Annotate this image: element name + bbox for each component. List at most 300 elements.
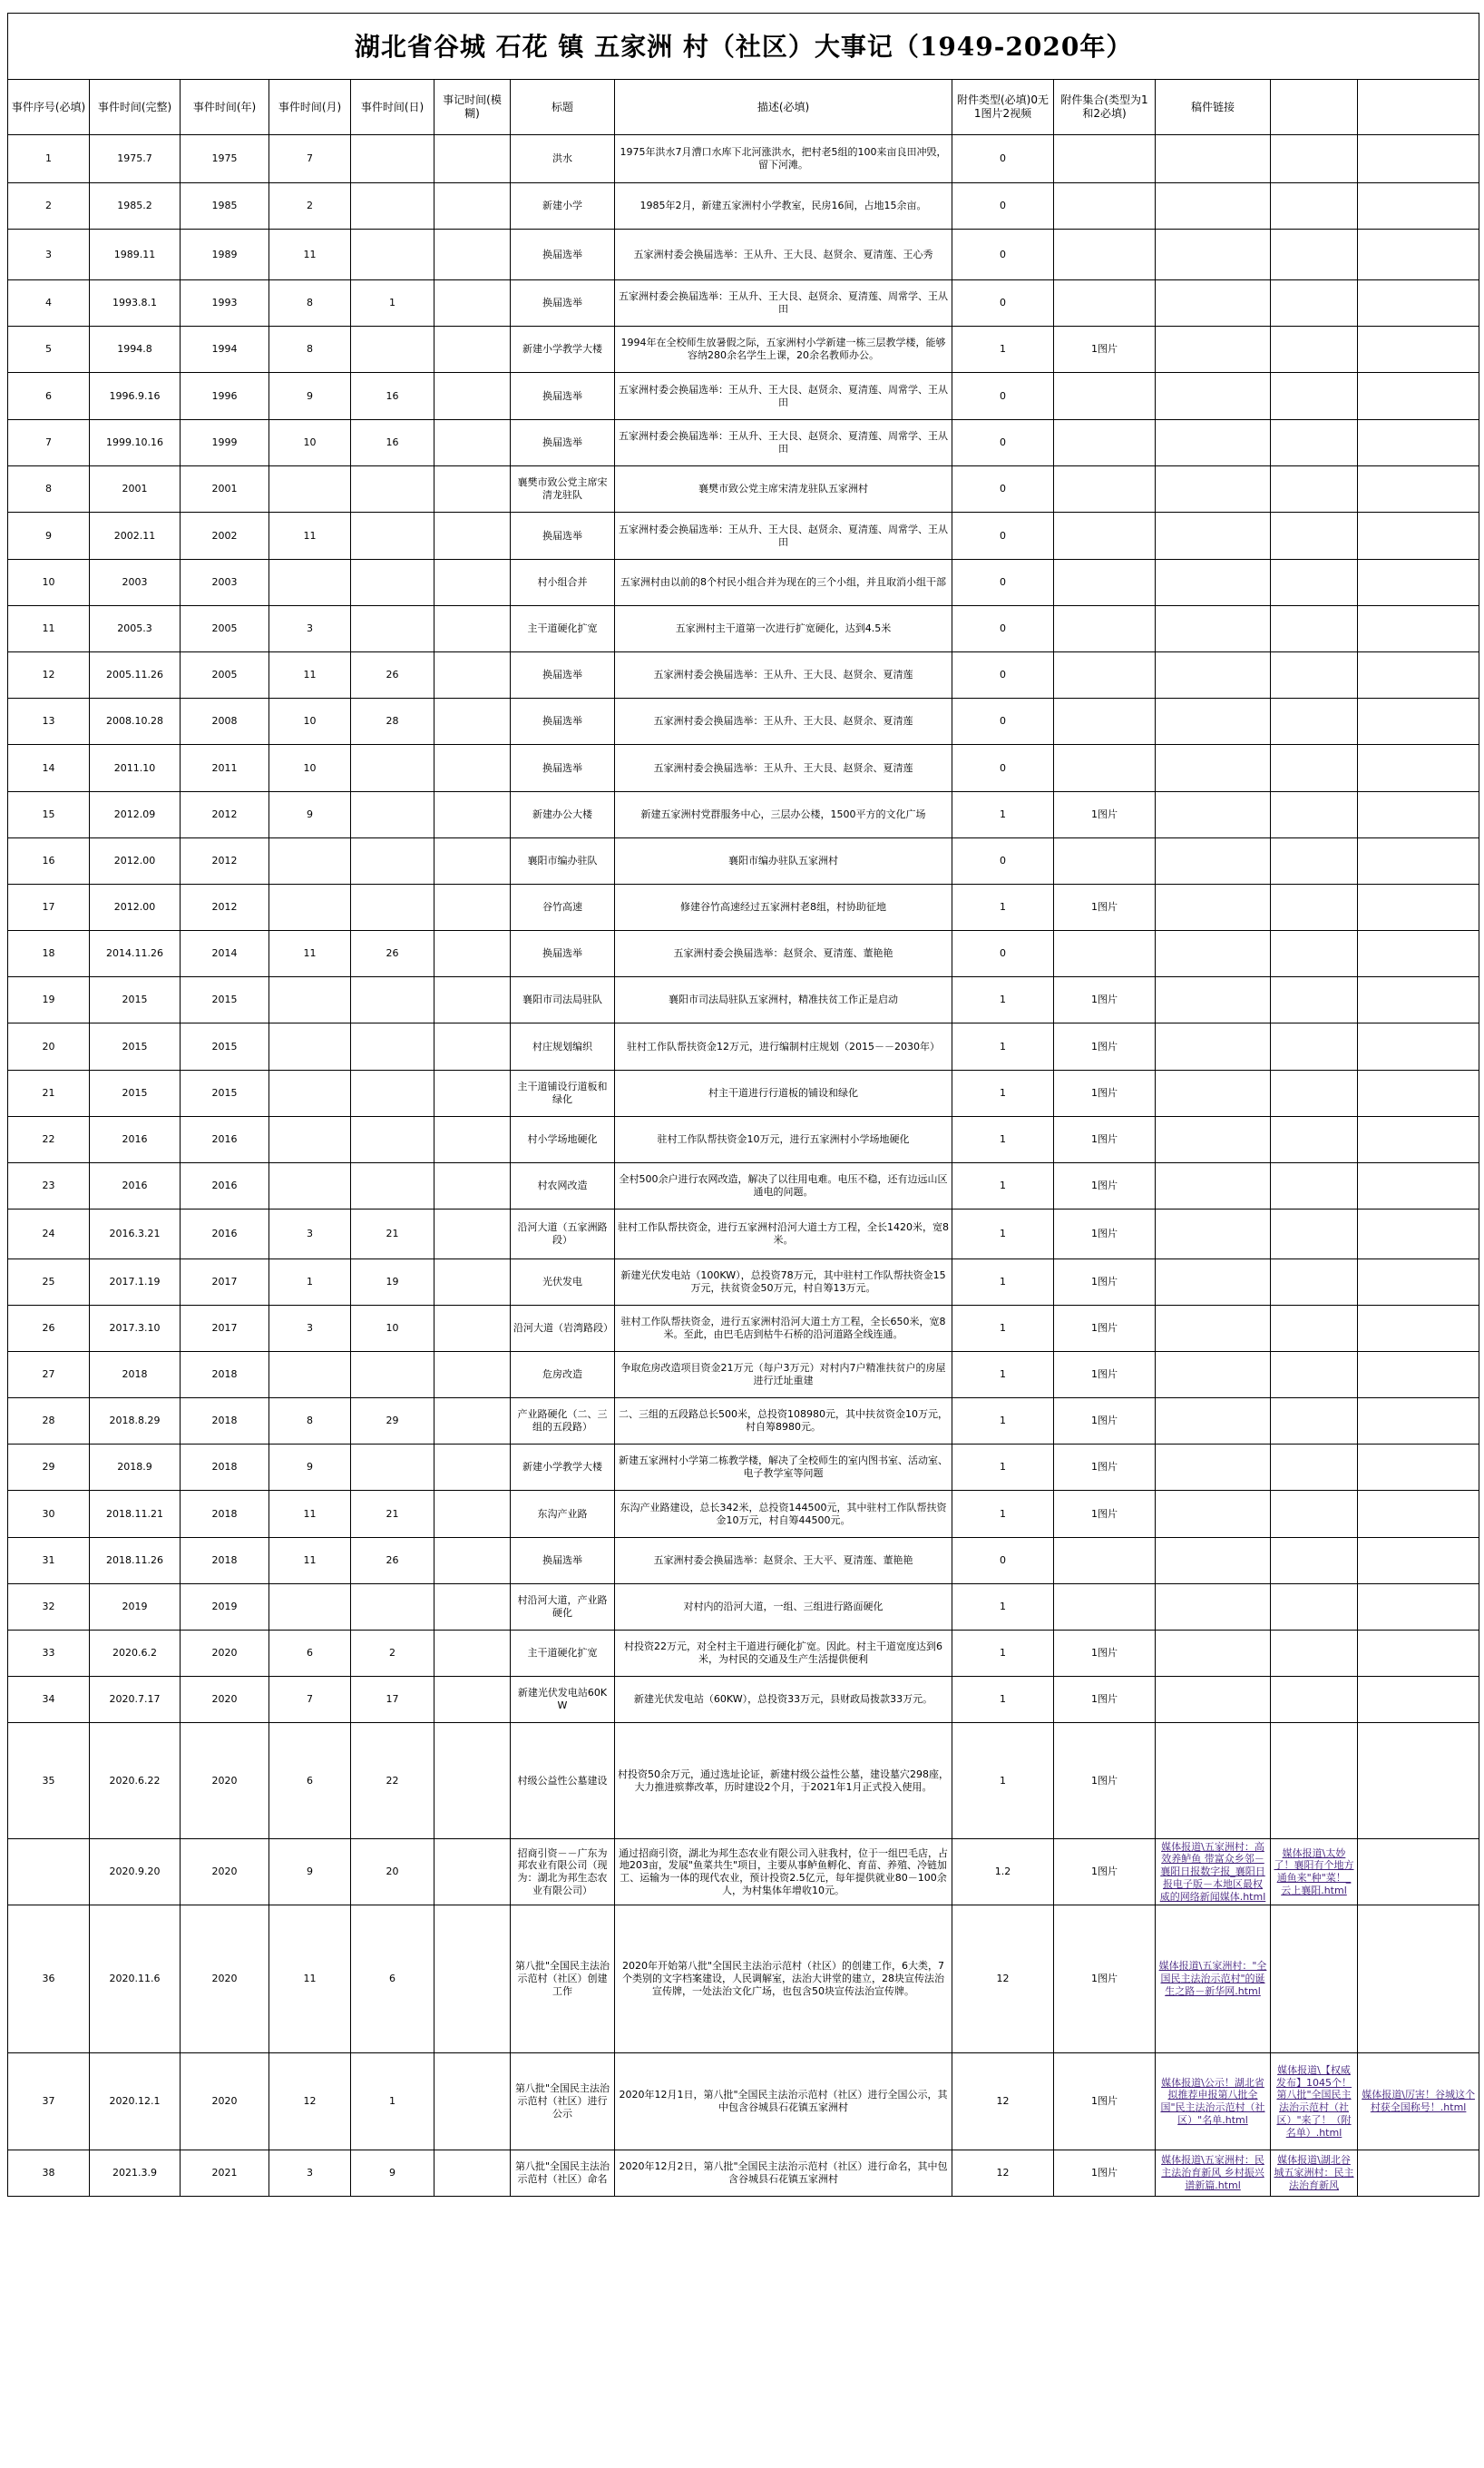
article-link-cell: [1271, 1631, 1358, 1677]
event-date-cell: 2018: [90, 1352, 181, 1398]
event-date-cell: 2020.6.2: [90, 1631, 181, 1677]
event-desc-cell: 五家洲村委会换届选举：王从升、王大艮、赵贤余、夏清莲、周常学、王从田: [615, 513, 952, 560]
event-month-cell: 6: [269, 1631, 351, 1677]
event-desc-cell: 五家洲村委会换届选举：王从升、王大艮、赵贤余、夏清莲、周常学、王从田: [615, 280, 952, 327]
article-link-cell: [1156, 1905, 1271, 2053]
article-link-cell: [1358, 977, 1479, 1023]
article-link-cell: [1358, 135, 1479, 183]
table-row: [8, 1163, 1479, 1210]
event-desc-cell: 驻村工作队帮扶资金12万元，进行编制村庄规划（2015－－2030年）: [615, 1023, 952, 1071]
event-fuzzy-cell: [434, 1023, 511, 1071]
event-fuzzy-cell: [434, 1210, 511, 1259]
article-link-cell: [1271, 560, 1358, 606]
event-month-cell: 11: [269, 931, 351, 977]
event-no-cell: 30: [8, 1491, 90, 1538]
event-year-cell: 2005: [181, 652, 269, 699]
event-year-cell: 2016: [181, 1117, 269, 1163]
table-row: [8, 183, 1479, 230]
table-row: [8, 466, 1479, 513]
event-no-cell: 7: [8, 420, 90, 466]
table-row: [8, 1445, 1479, 1491]
article-link-cell: [1271, 183, 1358, 230]
attach-type-cell: 1: [952, 1491, 1054, 1538]
attach-set-cell: [1054, 135, 1156, 183]
event-no-cell: 6: [8, 373, 90, 420]
event-day-cell: 1: [351, 280, 434, 327]
article-link-cell: [1358, 466, 1479, 513]
event-title-cell: 产业路硬化（二、三组的五段路）: [511, 1398, 615, 1445]
table-row: [8, 699, 1479, 745]
event-year-cell: 2020: [181, 1631, 269, 1677]
event-desc-cell: 1985年2月，新建五家洲村小学教室，民房16间，占地15余亩。: [615, 183, 952, 230]
event-desc-cell: 2020年12月2日，第八批"全国民主法治示范村（社区）进行命名，其中包含谷城县石花镇五家洲村: [615, 2150, 952, 2197]
article-link-cell: [1271, 1491, 1358, 1538]
article-link-cell: [1156, 420, 1271, 466]
event-day-cell: [351, 1117, 434, 1163]
event-day-cell: 20: [351, 1839, 434, 1905]
event-day-cell: 29: [351, 1398, 434, 1445]
event-year-cell: 2017: [181, 1259, 269, 1306]
article-link-cell: [1271, 1306, 1358, 1352]
article-link-cell: [1271, 135, 1358, 183]
event-no-cell: 29: [8, 1445, 90, 1491]
column-header: 事记时间(模糊): [434, 80, 511, 135]
article-link-cell: [1271, 792, 1358, 838]
event-day-cell: 2: [351, 1631, 434, 1677]
article-link-cell: [1156, 466, 1271, 513]
event-month-cell: 10: [269, 699, 351, 745]
table-row: [8, 420, 1479, 466]
event-year-cell: 1975: [181, 135, 269, 183]
event-date-cell: 2014.11.26: [90, 931, 181, 977]
event-date-cell: 1993.8.1: [90, 280, 181, 327]
event-day-cell: [351, 1023, 434, 1071]
article-link-cell: [1156, 652, 1271, 699]
article-link-cell: [1271, 1210, 1358, 1259]
attach-set-cell: 1图片: [1054, 1023, 1156, 1071]
column-header: 描述(必填): [615, 80, 952, 135]
article-link-cell: [1156, 135, 1271, 183]
event-day-cell: [351, 1445, 434, 1491]
table-row: [8, 1491, 1479, 1538]
event-no-cell: 11: [8, 606, 90, 652]
article-link-cell: [1271, 838, 1358, 885]
event-desc-cell: 五家洲村委会换届选举：王从升、王大艮、赵贤余、夏清莲、周常学、王从田: [615, 420, 952, 466]
event-fuzzy-cell: [434, 560, 511, 606]
attach-type-cell: 0: [952, 513, 1054, 560]
event-year-cell: 2018: [181, 1398, 269, 1445]
column-header: 事件时间(年): [181, 80, 269, 135]
event-fuzzy-cell: [434, 373, 511, 420]
article-link-cell: [1271, 230, 1358, 280]
event-year-cell: 2018: [181, 1352, 269, 1398]
article-link-cell: [1358, 1631, 1479, 1677]
event-title-cell: 村庄规划编织: [511, 1023, 615, 1071]
table-row: [8, 1398, 1479, 1445]
event-year-cell: 2016: [181, 1210, 269, 1259]
article-link-cell: [1271, 1398, 1358, 1445]
attach-set-cell: [1054, 373, 1156, 420]
article-link[interactable]: 媒体报道\公示！湖北省拟推荐申报第八批全国"民主法治示范村（社区）"名单.html: [1160, 2076, 1265, 2126]
article-link-cell: [1156, 1071, 1271, 1117]
event-day-cell: 26: [351, 652, 434, 699]
article-link-cell: [1271, 931, 1358, 977]
article-link-cell: [1358, 1905, 1479, 2053]
event-title-cell: 招商引资－－广东为邦农业有限公司（现为：湖北为邦生态农业有限公司）: [511, 1839, 615, 1905]
event-no-cell: 38: [8, 2150, 90, 2197]
attach-type-cell: 1: [952, 1352, 1054, 1398]
event-year-cell: 2015: [181, 977, 269, 1023]
article-link-cell: [1271, 1259, 1358, 1306]
attach-type-cell: 0: [952, 466, 1054, 513]
table-row: [8, 513, 1479, 560]
event-no-cell: 18: [8, 931, 90, 977]
article-link-cell: [1271, 1117, 1358, 1163]
event-no-cell: 20: [8, 1023, 90, 1071]
event-day-cell: 26: [351, 1538, 434, 1584]
event-date-cell: 2015: [90, 1071, 181, 1117]
event-desc-cell: 村投资50余万元，通过选址论证，新建村级公益性公墓，建设墓穴298座，大力推进殡葬改革，历时建设2个月，于2021年1月正式投入使用。: [615, 1723, 952, 1839]
article-link-cell: [1156, 1352, 1271, 1398]
article-link-cell: [1271, 2053, 1358, 2150]
article-link-cell: [1156, 1210, 1271, 1259]
article-link-cell: [1358, 931, 1479, 977]
article-link[interactable]: 媒体报道\五家洲村：民主法治育新风 乡村振兴谱新篇.html: [1161, 2154, 1264, 2191]
event-day-cell: [351, 1352, 434, 1398]
event-no-cell: 10: [8, 560, 90, 606]
attach-type-cell: 1: [952, 327, 1054, 373]
event-day-cell: [351, 977, 434, 1023]
article-link-cell: [1271, 466, 1358, 513]
event-desc-cell: 五家洲村委会换届选举：王从升、王大艮、赵贤余、夏清莲、周常学、王从田: [615, 373, 952, 420]
article-link-cell: [1358, 1023, 1479, 1071]
attach-set-cell: 1图片: [1054, 1723, 1156, 1839]
event-fuzzy-cell: [434, 606, 511, 652]
column-header: 附件类型(必填)0无1图片2视频: [952, 80, 1054, 135]
article-link-cell: [1358, 1677, 1479, 1723]
table-row: [8, 373, 1479, 420]
event-month-cell: 1: [269, 1259, 351, 1306]
event-no-cell: 22: [8, 1117, 90, 1163]
event-desc-cell: 襄樊市致公党主席宋清龙驻队五家洲村: [615, 466, 952, 513]
event-year-cell: 2020: [181, 1677, 269, 1723]
event-month-cell: 9: [269, 373, 351, 420]
attach-type-cell: 1: [952, 1631, 1054, 1677]
table-row: [8, 2053, 1479, 2150]
event-no-cell: 24: [8, 1210, 90, 1259]
event-no-cell: 2: [8, 183, 90, 230]
table-row: [8, 792, 1479, 838]
event-date-cell: 1994.8: [90, 327, 181, 373]
event-title-cell: 换届选举: [511, 652, 615, 699]
page-title: 湖北省谷城 石花 镇 五家洲 村（社区）大事记（1949-2020年）: [8, 14, 1479, 80]
attach-type-cell: 1: [952, 1210, 1054, 1259]
article-link-cell: [1156, 1631, 1271, 1677]
event-month-cell: [269, 1163, 351, 1210]
event-title-cell: 换届选举: [511, 280, 615, 327]
event-fuzzy-cell: [434, 1538, 511, 1584]
event-fuzzy-cell: [434, 1677, 511, 1723]
event-title-cell: 主干道硬化扩宽: [511, 1631, 615, 1677]
table-row: [8, 1071, 1479, 1117]
table-row: [8, 931, 1479, 977]
table-row: [8, 838, 1479, 885]
article-link-cell: [1156, 183, 1271, 230]
attach-set-cell: 1图片: [1054, 2053, 1156, 2150]
event-month-cell: 11: [269, 230, 351, 280]
attach-type-cell: 1: [952, 1071, 1054, 1117]
table-row: [8, 230, 1479, 280]
attach-type-cell: 0: [952, 931, 1054, 977]
column-header: 稿件链接: [1156, 80, 1271, 135]
event-desc-cell: 2020年12月1日，第八批"全国民主法治示范村（社区）进行全国公示，其中包含谷城县石花镇五家洲村: [615, 2053, 952, 2150]
attach-type-cell: 1: [952, 1677, 1054, 1723]
article-link-cell: [1156, 1538, 1271, 1584]
event-date-cell: 2018.8.29: [90, 1398, 181, 1445]
article-link[interactable]: 媒体报道\五家洲村："全国民主法治示范村"的诞生之路－新华网.html: [1158, 1960, 1267, 1997]
attach-set-cell: [1054, 606, 1156, 652]
article-link-cell: [1271, 2150, 1358, 2197]
event-date-cell: 2005.3: [90, 606, 181, 652]
article-link-cell: [1358, 327, 1479, 373]
article-link-cell: [1156, 1584, 1271, 1631]
article-link-cell: [1156, 977, 1271, 1023]
event-date-cell: 2019: [90, 1584, 181, 1631]
event-month-cell: 10: [269, 420, 351, 466]
article-link-cell: [1271, 373, 1358, 420]
article-link[interactable]: 媒体报道\【权威发布】1045个！第八批"全国民主法治示范村（社区）"来了！（附名单）.html: [1276, 2063, 1352, 2139]
event-title-cell: 新建办公大楼: [511, 792, 615, 838]
event-title-cell: 第八批"全国民主法治示范村（社区）创建工作: [511, 1905, 615, 2053]
article-link[interactable]: 媒体报道\湖北谷城五家洲村：民主法治育新风: [1274, 2154, 1354, 2191]
article-link-cell: [1156, 1023, 1271, 1071]
event-title-cell: 主干道硬化扩宽: [511, 606, 615, 652]
event-day-cell: 1: [351, 2053, 434, 2150]
article-link-cell: [1156, 931, 1271, 977]
event-month-cell: [269, 977, 351, 1023]
event-title-cell: 村小组合并: [511, 560, 615, 606]
attach-type-cell: 0: [952, 373, 1054, 420]
event-month-cell: 3: [269, 606, 351, 652]
event-date-cell: 1999.10.16: [90, 420, 181, 466]
event-no-cell: 14: [8, 745, 90, 792]
event-no-cell: 8: [8, 466, 90, 513]
event-month-cell: 8: [269, 280, 351, 327]
column-header: 事件时间(日): [351, 80, 434, 135]
event-desc-cell: 五家洲村委会换届选举：赵贤余、王大平、夏清莲、董艳艳: [615, 1538, 952, 1584]
table-row: [8, 1677, 1479, 1723]
event-date-cell: 2011.10: [90, 745, 181, 792]
event-date-cell: 2016: [90, 1117, 181, 1163]
attach-type-cell: 1: [952, 1306, 1054, 1352]
article-link-cell: [1271, 420, 1358, 466]
event-title-cell: 换届选举: [511, 230, 615, 280]
article-link-cell: [1271, 885, 1358, 931]
article-link-cell: [1156, 373, 1271, 420]
attach-type-cell: 12: [952, 2053, 1054, 2150]
article-link-cell: [1358, 1163, 1479, 1210]
attach-type-cell: 1.2: [952, 1839, 1054, 1905]
event-desc-cell: 二、三组的五段路总长500米，总投资108980元，其中扶贫资金10万元，村自筹8980元。: [615, 1398, 952, 1445]
event-day-cell: [351, 513, 434, 560]
article-link-cell: [1156, 1117, 1271, 1163]
event-fuzzy-cell: [434, 745, 511, 792]
attach-set-cell: [1054, 280, 1156, 327]
event-date-cell: 2020.6.22: [90, 1723, 181, 1839]
event-desc-cell: 驻村工作队帮扶资金10万元，进行五家洲村小学场地硬化: [615, 1117, 952, 1163]
event-date-cell: 2008.10.28: [90, 699, 181, 745]
attach-set-cell: 1图片: [1054, 1631, 1156, 1677]
event-year-cell: 2018: [181, 1538, 269, 1584]
event-desc-cell: 1994年在全校师生放暑假之际，五家洲村小学新建一栋三层教学楼，能够容纳280余名学生上课，20余名教师办公。: [615, 327, 952, 373]
table-row: [8, 1584, 1479, 1631]
event-date-cell: 2012.00: [90, 885, 181, 931]
attach-set-cell: [1054, 420, 1156, 466]
article-link-cell: [1358, 885, 1479, 931]
event-fuzzy-cell: [434, 1584, 511, 1631]
attach-type-cell: 12: [952, 2150, 1054, 2197]
event-year-cell: 2003: [181, 560, 269, 606]
table-row: [8, 280, 1479, 327]
event-fuzzy-cell: [434, 931, 511, 977]
attach-set-cell: [1054, 183, 1156, 230]
article-link-cell: [1271, 1839, 1358, 1905]
event-desc-cell: 新建五家洲村小学第二栋教学楼，解决了全校师生的室内图书室、活动室、电子教学室等问题: [615, 1445, 952, 1491]
article-link-cell: [1358, 560, 1479, 606]
event-title-cell: 村级公益性公墓建设: [511, 1723, 615, 1839]
article-link-cell: [1156, 327, 1271, 373]
event-title-cell: 换届选举: [511, 699, 615, 745]
attach-type-cell: 1: [952, 977, 1054, 1023]
event-date-cell: 2021.3.9: [90, 2150, 181, 2197]
attach-set-cell: [1054, 699, 1156, 745]
event-year-cell: 1996: [181, 373, 269, 420]
column-header: [1358, 80, 1479, 135]
attach-set-cell: 1图片: [1054, 1259, 1156, 1306]
article-link-cell: [1358, 1723, 1479, 1839]
event-day-cell: 16: [351, 420, 434, 466]
event-month-cell: 3: [269, 1210, 351, 1259]
event-title-cell: 沿河大道（岩湾路段）: [511, 1306, 615, 1352]
event-month-cell: 10: [269, 745, 351, 792]
event-date-cell: 2017.1.19: [90, 1259, 181, 1306]
article-link-cell: [1271, 1538, 1358, 1584]
event-desc-cell: 2020年开始第八批"全国民主法治示范村（社区）的创建工作，6大类，7个类别的文字档案建设，人民调解室，法治大讲堂的建立，28块宣传法治宣传牌，一处法治文化广场，也包含50块宣传法治宣传牌。: [615, 1905, 952, 2053]
event-fuzzy-cell: [434, 792, 511, 838]
event-desc-cell: 全村500余户进行农网改造，解决了以往用电难。电压不稳，还有边远山区通电的问题。: [615, 1163, 952, 1210]
event-title-cell: 危房改造: [511, 1352, 615, 1398]
event-month-cell: [269, 466, 351, 513]
event-fuzzy-cell: [434, 327, 511, 373]
event-month-cell: 11: [269, 513, 351, 560]
event-date-cell: 1975.7: [90, 135, 181, 183]
event-no-cell: 25: [8, 1259, 90, 1306]
table-row: [8, 1023, 1479, 1071]
column-header: 事件序号(必填): [8, 80, 90, 135]
event-day-cell: [351, 745, 434, 792]
event-day-cell: [351, 230, 434, 280]
event-title-cell: 第八批"全国民主法治示范村（社区）命名: [511, 2150, 615, 2197]
event-desc-cell: 修建谷竹高速经过五家洲村老8组，村协助征地: [615, 885, 952, 931]
attach-set-cell: 1图片: [1054, 1839, 1156, 1905]
event-no-cell: 9: [8, 513, 90, 560]
article-link-cell: [1156, 1839, 1271, 1905]
event-title-cell: 洪水: [511, 135, 615, 183]
event-desc-cell: 新建光伏发电站（100KW），总投资78万元，其中驻村工作队帮扶资金15万元，扶贫资金50万元，村自筹13万元。: [615, 1259, 952, 1306]
event-day-cell: 9: [351, 2150, 434, 2197]
event-desc-cell: 新建五家洲村党群服务中心，三层办公楼，1500平方的文化广场: [615, 792, 952, 838]
event-title-cell: 换届选举: [511, 513, 615, 560]
event-desc-cell: 五家洲村由以前的8个村民小组合并为现在的三个小组，并且取消小组干部: [615, 560, 952, 606]
event-fuzzy-cell: [434, 838, 511, 885]
attach-type-cell: 0: [952, 1538, 1054, 1584]
event-month-cell: [269, 1352, 351, 1398]
column-header: 事件时间(月): [269, 80, 351, 135]
event-date-cell: 2015: [90, 1023, 181, 1071]
event-month-cell: [269, 838, 351, 885]
event-fuzzy-cell: [434, 1445, 511, 1491]
article-link-cell: [1358, 420, 1479, 466]
spreadsheet: [7, 13, 1479, 2197]
article-link-cell: [1156, 2150, 1271, 2197]
article-link-cell: [1156, 885, 1271, 931]
article-link-cell: [1358, 652, 1479, 699]
event-year-cell: 2012: [181, 792, 269, 838]
attach-set-cell: 1图片: [1054, 1491, 1156, 1538]
event-year-cell: 2018: [181, 1445, 269, 1491]
event-desc-cell: 东沟产业路建设，总长342米，总投资144500元，其中驻村工作队帮扶资金10万元，村自筹44500元。: [615, 1491, 952, 1538]
event-fuzzy-cell: [434, 183, 511, 230]
event-month-cell: [269, 885, 351, 931]
attach-set-cell: [1054, 1538, 1156, 1584]
attach-type-cell: 0: [952, 560, 1054, 606]
event-no-cell: 15: [8, 792, 90, 838]
event-no-cell: 17: [8, 885, 90, 931]
event-title-cell: 新建光伏发电站60KW: [511, 1677, 615, 1723]
event-day-cell: [351, 792, 434, 838]
table-row: [8, 1259, 1479, 1306]
event-title-cell: 换届选举: [511, 745, 615, 792]
column-header: 标题: [511, 80, 615, 135]
table-row: [8, 1352, 1479, 1398]
attach-set-cell: [1054, 230, 1156, 280]
attach-set-cell: 1图片: [1054, 1352, 1156, 1398]
attach-type-cell: 0: [952, 230, 1054, 280]
event-year-cell: 2002: [181, 513, 269, 560]
article-link[interactable]: 媒体报道\五家洲村：高效养鲈鱼 带富众乡邻－襄阳日报数字报_襄阳日报电子版－本地区最权威的网络新闻媒体.html: [1159, 1840, 1266, 1903]
event-no-cell: 37: [8, 2053, 90, 2150]
attach-set-cell: 1图片: [1054, 885, 1156, 931]
attach-set-cell: [1054, 466, 1156, 513]
event-fuzzy-cell: [434, 1491, 511, 1538]
article-link-cell: [1271, 745, 1358, 792]
attach-set-cell: 1图片: [1054, 792, 1156, 838]
event-month-cell: 11: [269, 652, 351, 699]
table-row: [8, 1839, 1479, 1905]
article-link[interactable]: 媒体报道\厉害！谷城这个村获全国称号！.html: [1362, 2089, 1475, 2113]
attach-set-cell: 1图片: [1054, 1163, 1156, 1210]
event-year-cell: 1993: [181, 280, 269, 327]
event-title-cell: 新建小学: [511, 183, 615, 230]
column-header: [1271, 80, 1358, 135]
event-month-cell: 8: [269, 327, 351, 373]
event-desc-cell: 村投资22万元，对全村主干道进行硬化扩宽。因此。村主干道宽度达到6米，为村民的交通及生产生活提供便利: [615, 1631, 952, 1677]
event-month-cell: 9: [269, 1445, 351, 1491]
article-link[interactable]: 媒体报道\太妙了！襄阳有个地方通鱼来"种"菜！_云上襄阳.html: [1274, 1846, 1354, 1896]
event-desc-cell: 新建光伏发电站（60KW），总投资33万元，县财政局拨款33万元。: [615, 1677, 952, 1723]
event-day-cell: [351, 885, 434, 931]
event-no-cell: 1: [8, 135, 90, 183]
